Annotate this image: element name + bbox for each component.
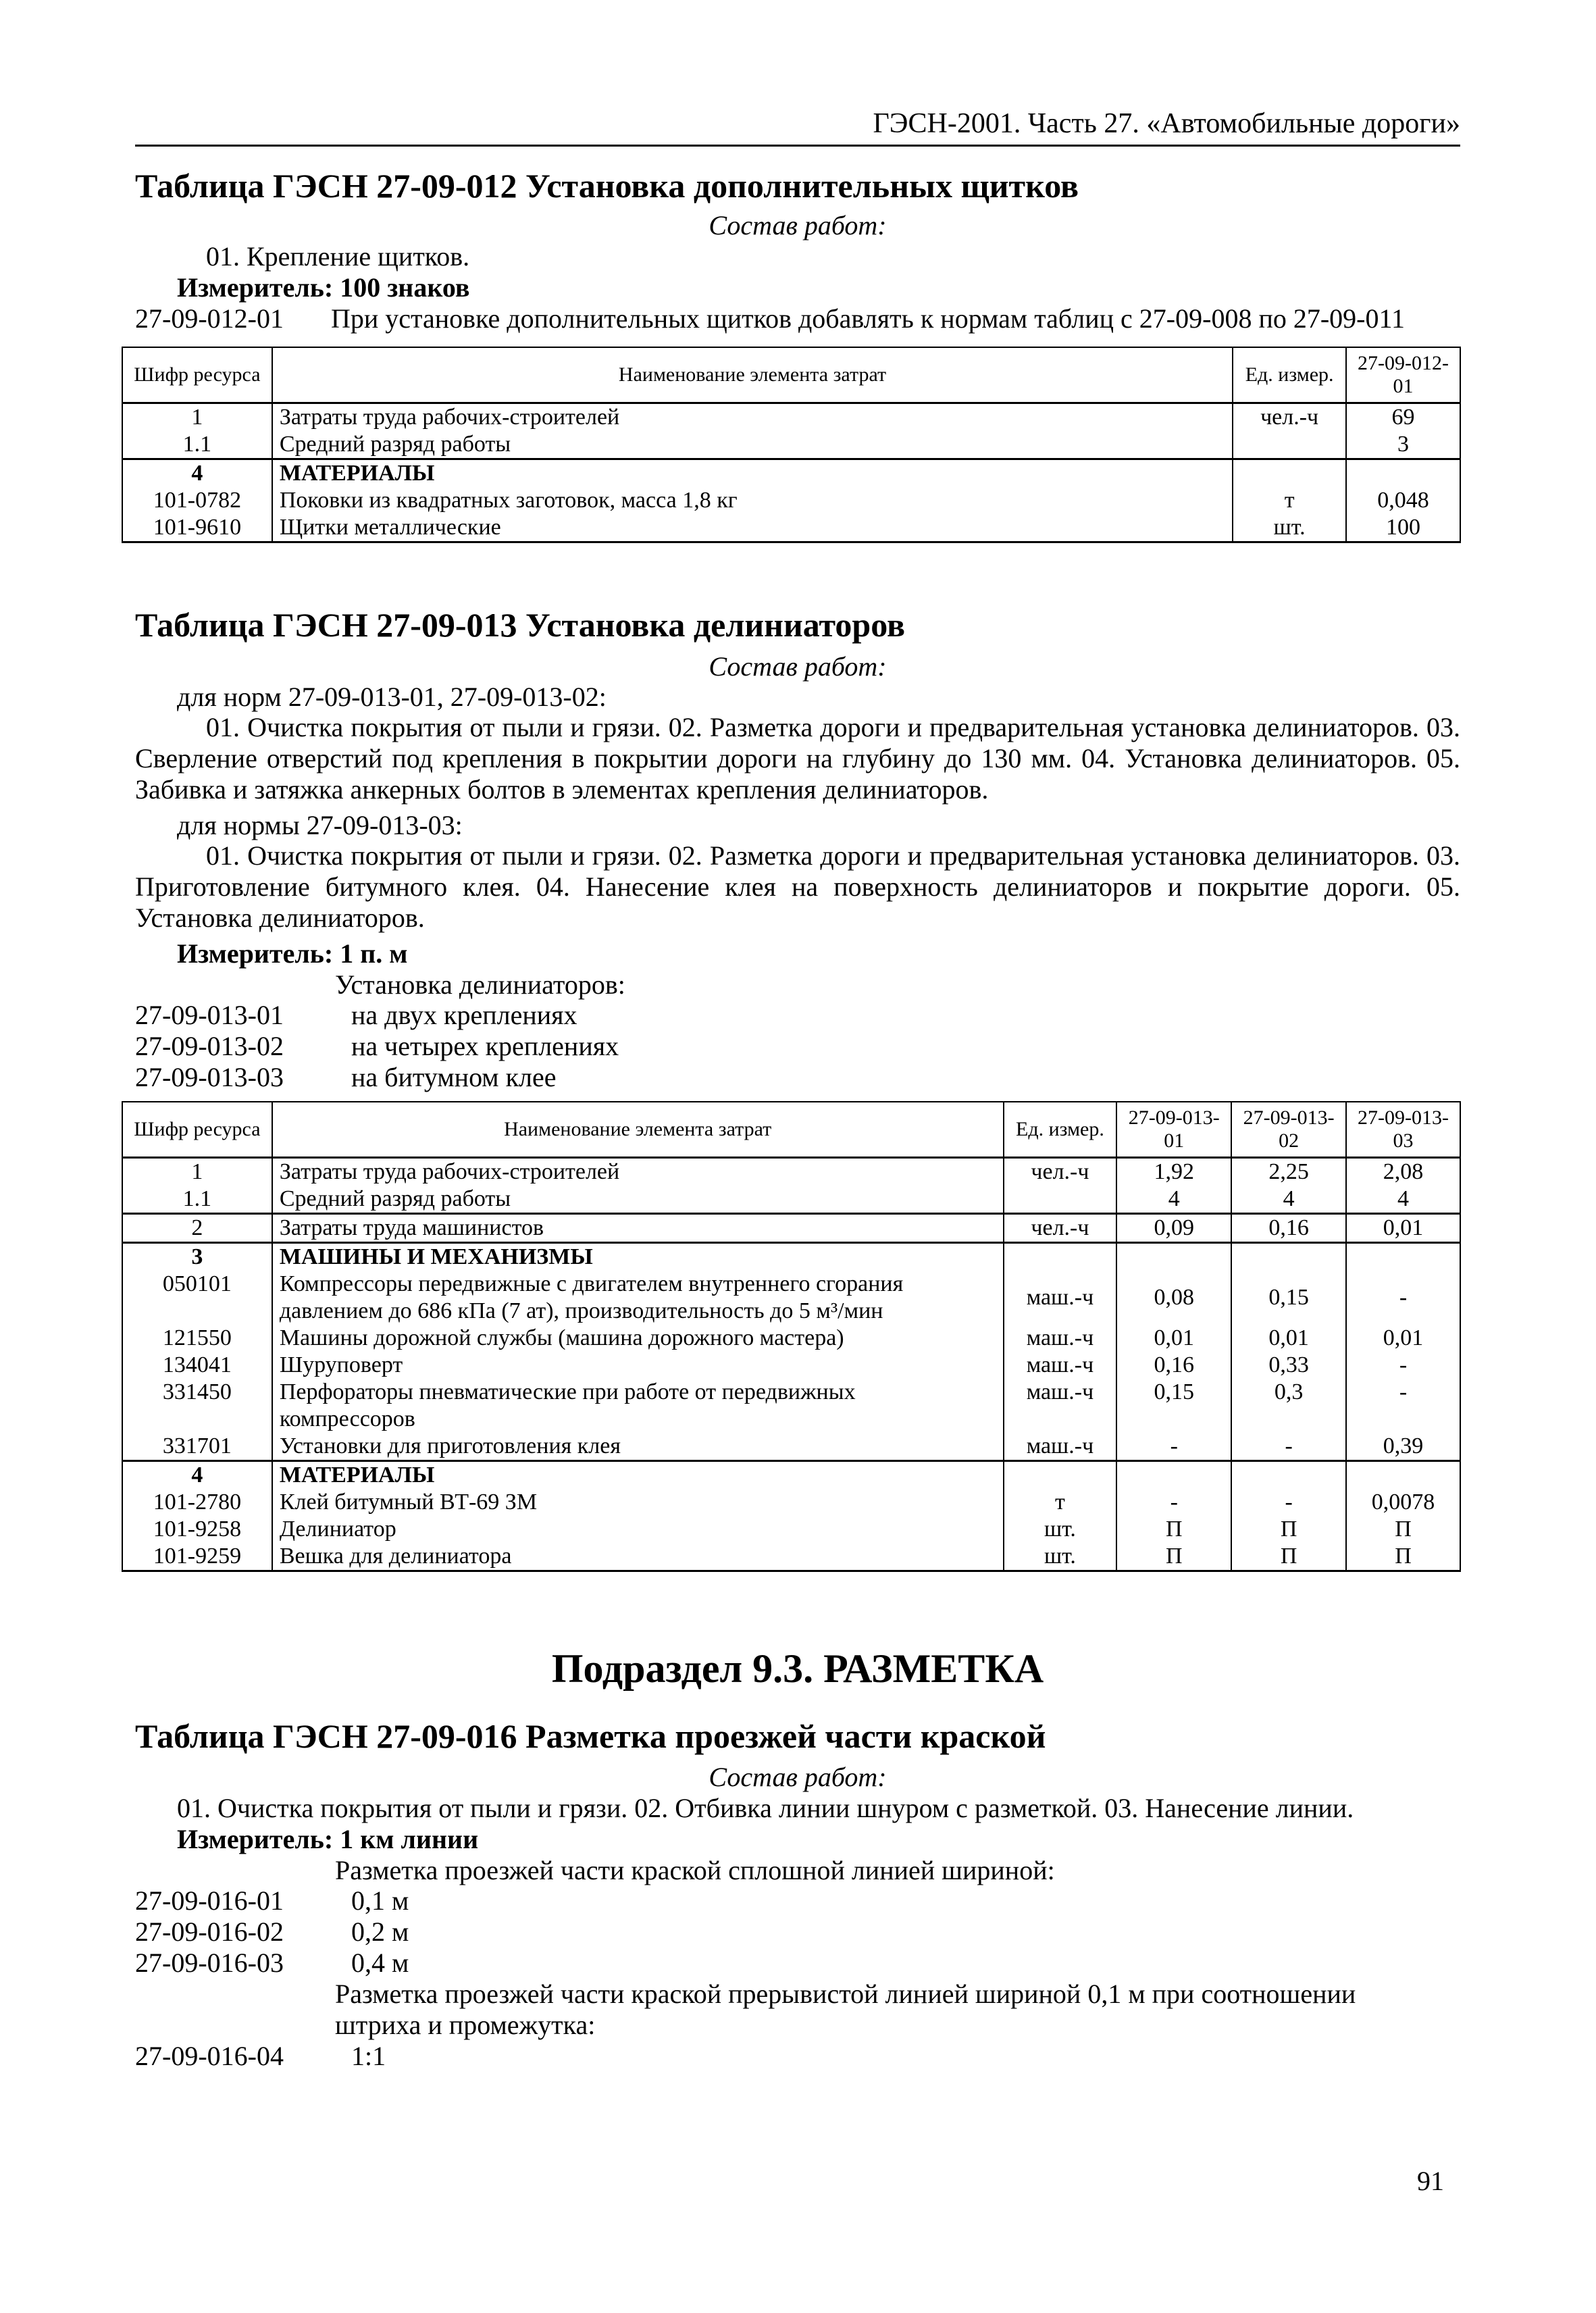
table-row: 101-9258 Делиниатор шт. П П П [122, 1516, 1460, 1543]
table-row: 331701 Установки для приготовления клея маш.-ч - - 0,39 [122, 1433, 1460, 1461]
table-013-works-2: 01. Очистка покрытия от пыли и грязи. 02. Разметка дороги и предварительная установка делиниаторов. 03. Приготовление битумного клея. 04. Нанесение клея на поверхность делиниаторов и покрытие дороги. 05. Установка делиниаторов. [135, 840, 1460, 933]
norm-line: 27-09-016-01 0,1 м [135, 1885, 409, 1916]
table-row: 4 МАТЕРИАЛЫ [122, 1460, 1460, 1489]
norm-line: 27-09-016-02 0,2 м [135, 1916, 409, 1947]
header-code: Шифр ресурса [122, 347, 272, 403]
table-013-norms-heading: Установка делиниаторов: [335, 969, 625, 1000]
table-row: 1.1 Средний разряд работы 4 4 4 [122, 1186, 1460, 1214]
table-012 [122, 347, 1461, 543]
table-016-title: Таблица ГЭСН 27-09-016 Разметка проезжей части краской [135, 1717, 1046, 1755]
table-row: 2 Затраты труда машинистов чел.-ч 0,09 0,16 0,01 [122, 1213, 1460, 1242]
table-row: 1 Затраты труда рабочих-строителей чел.-ч 69 [122, 403, 1460, 431]
table-016-works: 01. Очистка покрытия от пыли и грязи. 02. Отбивка линии шнуром с разметкой. 03. Нанесение линии. [177, 1793, 1354, 1823]
table-row: 050101 Компрессоры передвижные с двигателем внутреннего сгорания давлением до 686 кПа (7 ат), производительность до 5 м³/мин маш.-ч 0,08 0,15 - [122, 1271, 1460, 1325]
table-012-meter: Измеритель: 100 знаков [177, 272, 470, 303]
table-013-works-1: 01. Очистка покрытия от пыли и грязи. 02. Разметка дороги и предварительная установка делиниаторов. 03. Сверление отверстий под крепления в покрытии дороги на глубину до 130 мм. 04. Установка делиниаторов. 05. Забивка и затяжка анкерных болтов в элементах крепления делиниаторов. [135, 712, 1460, 805]
header-name: Наименование элемента затрат [272, 1102, 1004, 1157]
table-012-works: 01. Крепление щитков. [206, 241, 470, 272]
table-row: 134041 Шуруповерт маш.-ч 0,16 0,33 - [122, 1352, 1460, 1379]
norm-line: 27-09-013-02 на четырех креплениях [135, 1031, 619, 1061]
header-unit: Ед. измер. [1004, 1102, 1117, 1157]
table-row: 1.1 Средний разряд работы 3 [122, 431, 1460, 459]
header-name: Наименование элемента затрат [272, 347, 1233, 403]
table-013-for-norms-2: для нормы 27-09-013-03: [177, 810, 463, 840]
table-013 [122, 1101, 1461, 1572]
header-unit: Ед. измер. [1233, 347, 1346, 403]
table-row: 3 МАШИНЫ И МЕХАНИЗМЫ [122, 1242, 1460, 1271]
table-row: 101-2780 Клей битумный ВТ-69 ЗМ т - - 0,0078 [122, 1489, 1460, 1516]
subsection-title: Подраздел 9.3. РАЗМЕТКА [551, 1646, 1044, 1691]
header-col1: 27-09-012-01 [1346, 347, 1460, 403]
table-012-norm-code: 27-09-012-01 [135, 303, 284, 334]
table-row: 101-9259 Вешка для делиниатора шт. П П П [122, 1543, 1460, 1571]
table-row: 1 Затраты труда рабочих-строителей чел.-ч 1,92 2,25 2,08 [122, 1157, 1460, 1186]
table-016-heading-1: Разметка проезжей части краской сплошной линией шириной: [335, 1855, 1055, 1885]
header-col3: 27-09-013-03 [1346, 1102, 1460, 1157]
header-col2: 27-09-013-02 [1231, 1102, 1346, 1157]
running-header: ГЭСН-2001. Часть 27. «Автомобильные дороги» [135, 107, 1460, 147]
table-013-composition-label: Состав работ: [709, 651, 887, 682]
table-012-composition-label: Состав работ: [709, 210, 887, 240]
table-016-composition-label: Состав работ: [709, 1762, 887, 1792]
norm-line: 27-09-016-03 0,4 м [135, 1948, 409, 1978]
table-012-title: Таблица ГЭСН 27-09-012 Установка дополнительных щитков [135, 167, 1079, 205]
table-013-title: Таблица ГЭСН 27-09-013 Установка делиниаторов [135, 606, 905, 644]
table-016-meter: Измеритель: 1 км линии [177, 1824, 479, 1854]
norm-line: 27-09-013-01 на двух креплениях [135, 1000, 577, 1030]
table-row: 121550 Машины дорожной службы (машина дорожного мастера) маш.-ч 0,01 0,01 0,01 [122, 1325, 1460, 1352]
table-row: 101-9610 Щитки металлические шт. 100 [122, 514, 1460, 542]
table-012-norm-text: При установке дополнительных щитков добавлять к нормам таблиц с 27-09-008 по 27-09-011 [331, 303, 1405, 334]
table-row: 101-0782 Поковки из квадратных заготовок, масса 1,8 кг т 0,048 [122, 487, 1460, 514]
norm-line: 27-09-013-03 на битумном клее [135, 1062, 557, 1092]
table-016-heading-2: Разметка проезжей части краской прерывистой линией шириной 0,1 м при соотношении штриха и промежутка: [335, 1979, 1356, 2040]
header-code: Шифр ресурса [122, 1102, 272, 1157]
table-013-for-norms-1: для норм 27-09-013-01, 27-09-013-02: [177, 682, 607, 712]
norm-line: 27-09-016-04 1:1 [135, 2041, 386, 2071]
header-col1: 27-09-013-01 [1116, 1102, 1231, 1157]
page-number: 91 [1417, 2166, 1444, 2196]
table-row: 331450 Перфораторы пневматические при работе от передвижных компрессоров маш.-ч 0,15 0,3 - [122, 1379, 1460, 1433]
table-row: 4 МАТЕРИАЛЫ [122, 459, 1460, 487]
table-013-meter: Измеритель: 1 п. м [177, 938, 408, 969]
